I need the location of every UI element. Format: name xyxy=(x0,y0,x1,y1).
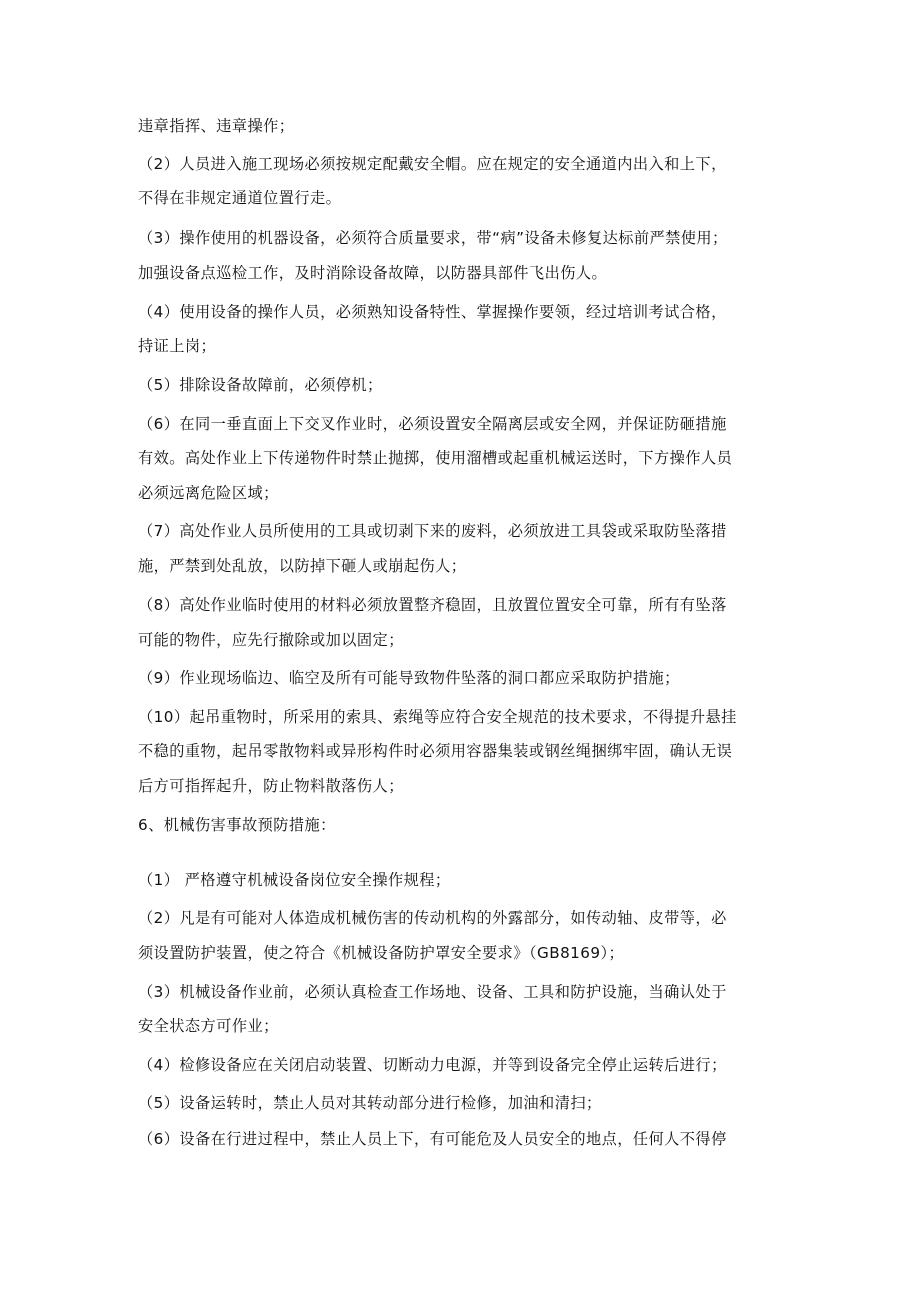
text-line: （7）高处作业人员所使用的工具或切剥下来的废料，必须放进工具袋或采取防坠落措 xyxy=(138,522,727,540)
text-line: （2）人员进入施工现场必须按规定配戴安全帽。应在规定的安全通道内出入和上下， xyxy=(138,155,727,173)
text-line: （1） 严格遵守机械设备岗位安全操作规程； xyxy=(138,871,451,889)
text-line: 有效。高处作业上下传递物件时禁止抛掷，使用溜槽或起重机械运送时，下方操作人员 xyxy=(138,449,733,467)
text-line: （5）排除设备故障前，必须停机； xyxy=(138,376,383,394)
text-line: 不得在非规定通道位置行走。 xyxy=(138,189,342,207)
text-line: （3）机械设备作业前，必须认真检查工作场地、设备、工具和防护设施，当确认处于 xyxy=(138,983,727,1001)
text-line: 不稳的重物，起吊零散物料或异形构件时必须用容器集装或钢丝绳捆绑牢固，确认无误 xyxy=(138,742,733,760)
text-line: （6）设备在行进过程中，禁止人员上下，有可能危及人员安全的地点，任何人不得停 xyxy=(138,1130,727,1148)
text-line: （5）设备运转时，禁止人员对其转动部分进行检修，加油和清扫； xyxy=(138,1094,602,1112)
text-line: 违章指挥、违章操作； xyxy=(138,117,295,135)
text-line: （6）在同一垂直面上下交叉作业时，必须设置安全隔离层或安全网，并保证防砸措施 xyxy=(138,415,727,433)
text-line: （4）检修设备应在关闭启动装置、切断动力电源，并等到设备完全停止运转后进行； xyxy=(138,1056,727,1074)
text-line: （3）操作使用的机器设备，必须符合质量要求，带“病”设备未修复达标前严禁使用； xyxy=(138,229,728,247)
text-line: 后方可指挥起升，防止物料散落伤人； xyxy=(138,777,404,795)
text-line: 加强设备点巡检工作，及时消除设备故障，以防器具部件飞出伤人。 xyxy=(138,264,608,282)
text-line: 施，严禁到处乱放，以防掉下砸人或崩起伤人； xyxy=(138,557,467,575)
text-line: 持证上岗； xyxy=(138,337,217,355)
text-line: （10）起吊重物时，所采用的索具、索绳等应符合安全规范的技术要求，不得提升悬挂 xyxy=(138,708,737,726)
text-line: （2）凡是有可能对人体造成机械伤害的传动机构的外露部分，如传动轴、皮带等，必 xyxy=(138,909,727,927)
text-line: 安全状态方可作业； xyxy=(138,1017,279,1035)
text-line: 必须远离危险区域； xyxy=(138,484,279,502)
text-line: （9）作业现场临边、临空及所有可能导致物件坠落的洞口都应采取防护措施； xyxy=(138,669,680,687)
text-line: （4）使用设备的操作人员，必须熟知设备特性、掌握操作要领，经过培训考试合格， xyxy=(138,303,727,321)
text-line: （8）高处作业临时使用的材料必须放置整齐稳固，且放置位置安全可靠，所有有坠落 xyxy=(138,596,727,614)
text-line: 须设置防护装置，使之符合《机械设备防护罩安全要求》（GB8169）； xyxy=(138,944,625,962)
section-heading: 6、机械伤害事故预防措施： xyxy=(138,816,336,834)
text-line: 可能的物件，应先行撤除或加以固定； xyxy=(138,631,404,649)
